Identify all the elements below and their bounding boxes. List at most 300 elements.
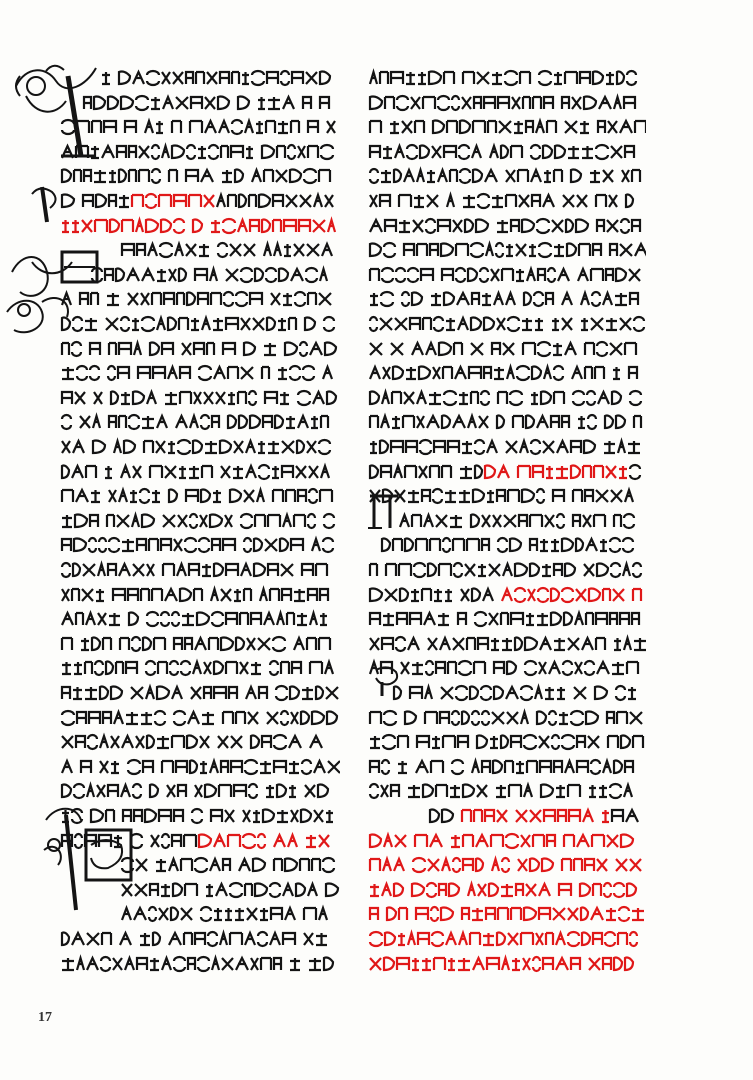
script-glyph	[241, 268, 252, 282]
script-glyph	[243, 810, 250, 822]
script-glyph	[522, 490, 534, 503]
script-glyph	[77, 958, 84, 970]
script-glyph	[94, 96, 105, 109]
script-glyph	[478, 638, 488, 650]
script-glyph	[438, 220, 450, 232]
script-line-glyphs	[60, 732, 340, 752]
script-glyph	[565, 564, 575, 577]
script-glyph	[162, 958, 171, 970]
script-glyph	[614, 760, 622, 773]
script-glyph	[245, 884, 252, 896]
script-glyph	[394, 170, 401, 183]
script-glyph	[202, 466, 212, 478]
script-line-glyphs	[368, 806, 646, 826]
script-glyph	[554, 761, 562, 773]
script-glyph	[596, 195, 606, 207]
script-glyph	[89, 712, 100, 724]
script-glyph	[172, 145, 184, 158]
script-glyph	[439, 884, 446, 896]
script-glyph	[566, 219, 573, 232]
script-glyph	[632, 908, 644, 920]
script-glyph	[624, 97, 635, 109]
script-glyph	[382, 539, 390, 552]
script-glyph	[277, 785, 286, 798]
script-glyph	[244, 342, 255, 355]
script-glyph	[370, 662, 378, 674]
script-line-glyphs	[368, 732, 646, 752]
script-glyph	[591, 760, 600, 774]
script-glyph	[266, 121, 275, 133]
text-line	[60, 954, 340, 974]
script-glyph	[402, 292, 409, 306]
script-glyph	[134, 810, 142, 822]
script-glyph	[304, 933, 313, 945]
script-glyph	[370, 244, 381, 257]
script-glyph	[301, 810, 311, 823]
script-glyph	[308, 121, 318, 133]
script-glyph	[516, 244, 526, 256]
script-glyph	[634, 317, 644, 331]
script-glyph	[498, 538, 507, 552]
script-glyph	[386, 564, 396, 576]
script-glyph	[169, 170, 177, 182]
script-glyph	[191, 97, 202, 109]
script-glyph	[623, 538, 633, 552]
script-glyph	[370, 367, 380, 379]
script-glyph	[198, 146, 206, 158]
script-glyph	[132, 637, 140, 651]
script-glyph	[603, 293, 612, 305]
script-glyph	[568, 146, 579, 158]
script-glyph	[221, 761, 228, 773]
text-line	[368, 166, 646, 186]
script-glyph	[129, 613, 138, 626]
script-glyph	[72, 933, 84, 945]
script-glyph	[543, 441, 554, 453]
script-glyph	[591, 908, 603, 920]
script-glyph	[614, 883, 624, 897]
script-glyph	[285, 859, 297, 872]
script-glyph	[475, 465, 482, 478]
script-glyph	[291, 121, 299, 133]
script-glyph	[532, 195, 540, 207]
script-glyph	[251, 613, 261, 625]
script-glyph	[77, 121, 89, 133]
script-glyph	[295, 292, 305, 306]
script-glyph	[73, 687, 82, 699]
script-glyph	[512, 958, 520, 970]
script-glyph	[625, 957, 633, 970]
script-glyph	[244, 244, 255, 256]
script-glyph	[327, 121, 335, 133]
script-glyph	[98, 564, 105, 576]
script-glyph	[258, 97, 265, 109]
script-glyph	[106, 662, 113, 675]
script-glyph	[263, 810, 274, 823]
script-glyph	[314, 761, 325, 773]
script-glyph	[322, 244, 332, 256]
script-glyph	[469, 367, 481, 379]
script-glyph	[268, 441, 279, 453]
script-glyph	[543, 145, 552, 158]
script-glyph	[465, 564, 475, 576]
script-glyph	[625, 761, 633, 773]
script-glyph	[491, 269, 499, 281]
script-glyph	[245, 933, 255, 945]
script-glyph	[519, 515, 527, 527]
script-line-glyphs	[60, 486, 340, 506]
script-glyph	[109, 343, 116, 355]
script-glyph	[186, 72, 193, 84]
script-glyph	[539, 662, 546, 674]
script-line-glyphs	[368, 634, 646, 654]
script-glyph	[431, 907, 438, 921]
script-glyph	[427, 170, 435, 182]
script-glyph	[290, 958, 300, 970]
script-glyph	[190, 514, 197, 528]
script-glyph	[487, 958, 499, 970]
script-line-glyphs	[60, 511, 340, 531]
script-glyph	[503, 564, 512, 576]
script-glyph	[62, 958, 74, 970]
script-glyph	[223, 712, 233, 724]
script-glyph	[318, 785, 328, 798]
script-glyph	[311, 416, 318, 428]
script-glyph	[583, 810, 593, 822]
script-glyph	[563, 661, 572, 675]
script-glyph	[319, 440, 330, 454]
text-line	[368, 609, 646, 629]
script-glyph	[553, 908, 565, 920]
script-glyph	[259, 465, 269, 479]
script-glyph	[620, 613, 629, 625]
script-glyph	[72, 589, 79, 601]
script-glyph	[228, 835, 240, 847]
script-glyph	[276, 170, 287, 182]
script-glyph	[142, 416, 154, 428]
script-glyph	[301, 711, 309, 724]
script-glyph	[595, 687, 607, 700]
script-glyph	[206, 884, 213, 896]
script-glyph	[382, 760, 389, 774]
script-glyph	[572, 97, 581, 109]
script-glyph	[463, 859, 473, 871]
script-glyph	[613, 367, 620, 379]
text-line	[368, 314, 646, 334]
script-glyph	[308, 293, 316, 305]
script-glyph	[136, 859, 147, 871]
script-glyph	[303, 366, 314, 380]
script-glyph	[626, 195, 633, 208]
script-glyph	[328, 761, 340, 773]
script-glyph	[502, 269, 513, 281]
script-glyph	[168, 318, 176, 331]
script-glyph	[132, 318, 139, 330]
script-glyph	[506, 170, 515, 182]
script-glyph	[234, 589, 241, 601]
script-glyph	[568, 908, 578, 920]
script-glyph	[290, 170, 301, 183]
script-glyph	[621, 736, 630, 749]
script-glyph	[477, 736, 487, 749]
script-glyph	[220, 72, 229, 84]
script-glyph	[418, 72, 426, 84]
script-glyph	[278, 121, 288, 133]
script-glyph	[177, 564, 186, 576]
script-glyph	[186, 244, 196, 256]
text-line	[60, 93, 340, 113]
script-glyph	[304, 169, 316, 183]
script-glyph	[259, 195, 270, 208]
text-line	[368, 265, 646, 285]
script-line-glyphs	[60, 535, 340, 555]
script-glyph	[260, 589, 267, 601]
script-glyph	[529, 244, 536, 256]
script-line-glyphs	[368, 93, 646, 113]
script-glyph	[201, 490, 210, 503]
script-glyph	[604, 883, 611, 897]
script-glyph	[558, 269, 569, 281]
script-line-glyphs	[368, 683, 646, 703]
script-glyph	[164, 293, 174, 305]
script-glyph	[247, 908, 257, 920]
text-line	[60, 265, 340, 285]
script-glyph	[291, 712, 298, 724]
script-glyph	[291, 810, 298, 822]
script-glyph	[238, 96, 249, 109]
script-glyph	[150, 466, 162, 478]
script-glyph	[210, 859, 220, 871]
script-glyph	[436, 662, 445, 674]
script-glyph	[587, 391, 595, 405]
script-glyph	[102, 72, 110, 84]
script-glyph	[211, 293, 221, 305]
script-glyph	[420, 145, 429, 158]
script-glyph	[484, 97, 495, 109]
script-glyph	[75, 834, 82, 848]
script-line-glyphs	[60, 142, 340, 162]
script-glyph	[501, 613, 508, 625]
script-glyph	[223, 539, 235, 551]
script-glyph	[178, 440, 190, 454]
script-glyph	[326, 883, 338, 896]
script-glyph	[243, 834, 255, 848]
script-glyph	[286, 490, 295, 502]
script-glyph	[308, 146, 318, 158]
script-glyph	[485, 810, 494, 822]
script-glyph	[105, 269, 113, 281]
script-glyph	[205, 441, 217, 453]
script-glyph	[427, 195, 438, 207]
script-glyph	[506, 244, 513, 256]
script-glyph	[405, 711, 416, 724]
script-glyph	[498, 908, 508, 920]
script-glyph	[125, 121, 136, 133]
script-glyph	[633, 589, 641, 601]
script-glyph	[252, 170, 261, 182]
script-glyph	[223, 219, 235, 233]
text-line	[60, 68, 340, 88]
script-glyph	[396, 637, 405, 651]
script-line-glyphs	[368, 855, 646, 875]
script-glyph	[300, 342, 307, 356]
script-line-glyphs	[60, 880, 340, 900]
script-glyph	[467, 638, 475, 650]
script-glyph	[537, 613, 548, 625]
script-glyph	[62, 589, 69, 601]
script-glyph	[397, 958, 409, 970]
script-glyph	[549, 711, 556, 725]
script-glyph	[193, 219, 202, 232]
script-glyph	[321, 466, 329, 478]
script-line-glyphs	[60, 585, 340, 605]
script-glyph	[180, 588, 191, 601]
script-line-glyphs	[368, 929, 646, 949]
script-glyph	[448, 441, 459, 453]
script-line-glyphs	[60, 757, 340, 777]
script-glyph	[324, 317, 334, 331]
script-glyph	[424, 515, 433, 527]
script-glyph	[239, 859, 250, 871]
script-glyph	[178, 785, 186, 797]
script-glyph	[434, 589, 442, 601]
script-glyph	[137, 539, 146, 551]
script-glyph	[257, 490, 264, 502]
script-glyph	[423, 318, 431, 330]
script-line-glyphs	[60, 191, 340, 211]
script-glyph	[447, 195, 454, 207]
script-glyph	[283, 884, 293, 896]
script-glyph	[596, 613, 607, 625]
text-line	[368, 462, 646, 482]
script-glyph	[281, 662, 289, 674]
script-glyph	[145, 810, 156, 823]
script-glyph	[515, 564, 527, 577]
script-line-glyphs	[60, 265, 340, 285]
script-glyph	[142, 317, 154, 331]
script-glyph	[121, 96, 133, 109]
script-glyph	[323, 858, 334, 872]
script-glyph	[453, 858, 460, 872]
script-glyph	[408, 785, 420, 797]
script-glyph	[370, 908, 378, 920]
script-glyph	[518, 466, 530, 478]
script-glyph	[537, 489, 544, 503]
script-glyph	[562, 735, 574, 749]
script-glyph	[614, 515, 621, 527]
script-glyph	[195, 858, 207, 872]
script-glyph	[305, 785, 315, 797]
script-glyph	[441, 908, 453, 921]
script-glyph	[592, 292, 600, 306]
script-glyph	[439, 342, 451, 355]
script-glyph	[285, 342, 297, 355]
script-glyph	[610, 613, 617, 625]
text-line	[368, 757, 646, 777]
script-glyph	[599, 785, 607, 797]
script-glyph	[552, 735, 559, 749]
script-glyph	[434, 317, 443, 331]
script-glyph	[394, 687, 401, 700]
script-glyph	[122, 884, 132, 896]
script-glyph	[620, 318, 631, 330]
script-glyph	[441, 687, 453, 699]
script-glyph	[321, 416, 328, 428]
script-glyph	[245, 121, 253, 133]
script-glyph	[73, 564, 80, 577]
script-line-glyphs	[368, 388, 646, 408]
script-glyph	[511, 613, 523, 625]
script-glyph	[184, 835, 196, 847]
script-glyph	[370, 343, 382, 355]
script-glyph	[557, 514, 564, 528]
text-line	[368, 954, 646, 974]
script-glyph	[370, 169, 378, 183]
script-glyph	[462, 711, 469, 724]
script-glyph	[229, 687, 237, 699]
script-glyph	[426, 661, 433, 675]
script-glyph	[604, 441, 615, 453]
script-glyph	[603, 761, 611, 773]
script-line-glyphs	[368, 117, 646, 137]
script-glyph	[606, 318, 617, 330]
script-glyph	[120, 638, 129, 650]
script-glyph	[410, 318, 420, 330]
script-glyph	[498, 392, 507, 404]
script-glyph	[506, 195, 516, 207]
script-glyph	[565, 761, 574, 773]
script-glyph	[262, 145, 274, 158]
script-glyph	[270, 661, 278, 675]
script-glyph	[465, 219, 473, 232]
script-glyph	[76, 146, 88, 158]
script-glyph	[132, 195, 143, 207]
script-glyph	[147, 736, 154, 749]
script-glyph	[113, 589, 125, 601]
script-glyph	[475, 440, 484, 454]
script-glyph	[370, 416, 378, 428]
script-glyph	[108, 96, 118, 109]
script-line-glyphs	[60, 117, 340, 137]
script-glyph	[526, 884, 536, 896]
script-glyph	[209, 638, 218, 650]
script-glyph	[121, 317, 129, 331]
script-glyph	[470, 933, 480, 945]
script-glyph	[383, 613, 394, 625]
script-glyph	[619, 466, 627, 478]
script-glyph	[391, 343, 403, 355]
script-glyph	[268, 515, 280, 527]
script-glyph	[562, 588, 573, 602]
script-glyph	[231, 761, 242, 773]
script-glyph	[307, 244, 319, 256]
script-glyph	[109, 195, 116, 207]
script-glyph	[122, 908, 131, 920]
script-glyph	[383, 735, 395, 749]
script-glyph	[401, 662, 409, 674]
script-glyph	[581, 318, 588, 330]
script-line-glyphs	[60, 560, 340, 580]
script-glyph	[174, 195, 186, 207]
script-glyph	[62, 441, 70, 453]
script-glyph	[271, 908, 282, 920]
script-glyph	[494, 293, 503, 305]
script-glyph	[165, 589, 177, 601]
script-glyph	[202, 712, 214, 724]
script-glyph	[424, 613, 435, 625]
script-glyph	[223, 343, 235, 355]
script-glyph	[461, 589, 469, 601]
